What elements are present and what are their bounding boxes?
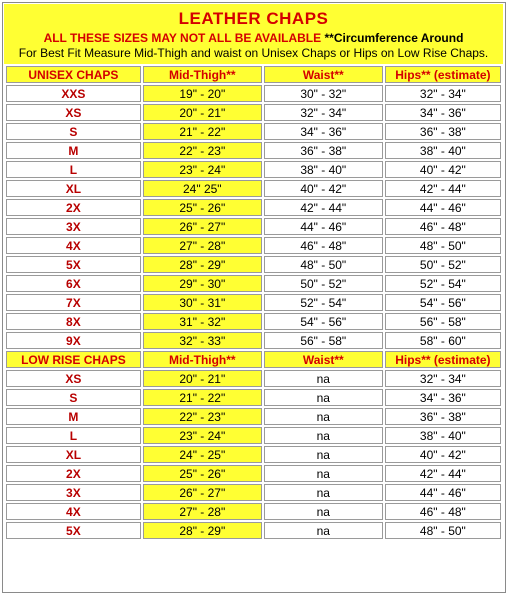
unisex-header-hips: Hips** (estimate) — [385, 66, 501, 83]
unisex-size-cell: 3X — [6, 218, 141, 235]
unisex-mid-thigh-cell: 32" - 33" — [143, 332, 262, 349]
lowrise-mid-thigh-cell: 20" - 21" — [143, 370, 262, 387]
unisex-size-cell: 2X — [6, 199, 141, 216]
unisex-size-cell: 8X — [6, 313, 141, 330]
lowrise-waist-cell: na — [264, 446, 383, 463]
lowrise-hips-cell: 34" - 36" — [385, 389, 501, 406]
lowrise-hips-cell: 40" - 42" — [385, 446, 501, 463]
unisex-mid-thigh-cell: 25" - 26" — [143, 199, 262, 216]
unisex-waist-cell: 46" - 48" — [264, 237, 383, 254]
table-row — [6, 294, 501, 311]
lowrise-header-mid-thigh: Mid-Thigh** — [143, 351, 262, 368]
unisex-size-cell: 5X — [6, 256, 141, 273]
lowrise-waist-cell: na — [264, 465, 383, 482]
circumference-note: **Circumference Around — [324, 31, 464, 45]
lowrise-hips-cell: 42" - 44" — [385, 465, 501, 482]
unisex-header-row — [6, 66, 501, 83]
unisex-waist-cell: 40" - 42" — [264, 180, 383, 197]
unisex-mid-thigh-cell: 21" - 22" — [143, 123, 262, 140]
unisex-hips-cell: 52" - 54" — [385, 275, 501, 292]
lowrise-size-cell: XL — [6, 446, 141, 463]
unisex-size-cell: S — [6, 123, 141, 140]
unisex-hips-cell: 56" - 58" — [385, 313, 501, 330]
lowrise-header-row — [6, 351, 501, 368]
table-row — [6, 85, 501, 102]
unisex-size-cell: 6X — [6, 275, 141, 292]
lowrise-mid-thigh-cell: 25" - 26" — [143, 465, 262, 482]
lowrise-size-cell: S — [6, 389, 141, 406]
unisex-hips-cell: 36" - 38" — [385, 123, 501, 140]
unisex-mid-thigh-cell: 20" - 21" — [143, 104, 262, 121]
unisex-waist-cell: 48" - 50" — [264, 256, 383, 273]
unisex-waist-cell: 32" - 34" — [264, 104, 383, 121]
unisex-mid-thigh-cell: 27" - 28" — [143, 237, 262, 254]
unisex-header-mid-thigh: Mid-Thigh** — [143, 66, 262, 83]
table-row — [6, 484, 501, 501]
unisex-mid-thigh-cell: 19" - 20" — [143, 85, 262, 102]
lowrise-hips-cell: 32" - 34" — [385, 370, 501, 387]
table-row — [6, 161, 501, 178]
lowrise-header-waist: Waist** — [264, 351, 383, 368]
unisex-size-cell: L — [6, 161, 141, 178]
unisex-waist-cell: 44" - 46" — [264, 218, 383, 235]
unisex-hips-cell: 54" - 56" — [385, 294, 501, 311]
unisex-waist-cell: 56" - 58" — [264, 332, 383, 349]
unisex-hips-cell: 42" - 44" — [385, 180, 501, 197]
lowrise-header-size: LOW RISE CHAPS — [6, 351, 141, 368]
lowrise-size-cell: M — [6, 408, 141, 425]
unisex-waist-cell: 30" - 32" — [264, 85, 383, 102]
table-row — [6, 332, 501, 349]
availability-warning: ALL THESE SIZES MAY NOT ALL BE AVAILABLE — [43, 31, 322, 45]
lowrise-mid-thigh-cell: 23" - 24" — [143, 427, 262, 444]
unisex-waist-cell: 38" - 40" — [264, 161, 383, 178]
lowrise-waist-cell: na — [264, 522, 383, 539]
lowrise-size-cell: 3X — [6, 484, 141, 501]
lowrise-waist-cell: na — [264, 408, 383, 425]
unisex-waist-cell: 34" - 36" — [264, 123, 383, 140]
lowrise-hips-cell: 36" - 38" — [385, 408, 501, 425]
lowrise-header-hips: Hips** (estimate) — [385, 351, 501, 368]
unisex-size-cell: 9X — [6, 332, 141, 349]
unisex-hips-cell: 32" - 34" — [385, 85, 501, 102]
lowrise-size-cell: XS — [6, 370, 141, 387]
unisex-size-cell: 7X — [6, 294, 141, 311]
unisex-mid-thigh-cell: 31" - 32" — [143, 313, 262, 330]
table-row — [6, 389, 501, 406]
unisex-header-waist: Waist** — [264, 66, 383, 83]
unisex-mid-thigh-cell: 22" - 23" — [143, 142, 262, 159]
unisex-waist-cell: 52" - 54" — [264, 294, 383, 311]
lowrise-waist-cell: na — [264, 389, 383, 406]
table-row — [6, 313, 501, 330]
unisex-mid-thigh-cell: 26" - 27" — [143, 218, 262, 235]
table-row — [6, 522, 501, 539]
table-row — [6, 503, 501, 520]
table-row — [6, 408, 501, 425]
unisex-header-size: UNISEX CHAPS — [6, 66, 141, 83]
table-row — [6, 199, 501, 216]
lowrise-mid-thigh-cell: 28" - 29" — [143, 522, 262, 539]
unisex-hips-cell: 50" - 52" — [385, 256, 501, 273]
lowrise-waist-cell: na — [264, 484, 383, 501]
lowrise-mid-thigh-cell: 24" - 25" — [143, 446, 262, 463]
lowrise-hips-cell: 44" - 46" — [385, 484, 501, 501]
unisex-waist-cell: 54" - 56" — [264, 313, 383, 330]
lowrise-hips-cell: 48" - 50" — [385, 522, 501, 539]
table-row — [6, 237, 501, 254]
table-row — [6, 446, 501, 463]
unisex-size-cell: M — [6, 142, 141, 159]
table-row — [6, 123, 501, 140]
lowrise-size-cell: L — [6, 427, 141, 444]
lowrise-mid-thigh-cell: 26" - 27" — [143, 484, 262, 501]
lowrise-size-cell: 4X — [6, 503, 141, 520]
unisex-mid-thigh-cell: 28" - 29" — [143, 256, 262, 273]
unisex-mid-thigh-cell: 29" - 30" — [143, 275, 262, 292]
unisex-mid-thigh-cell: 23" - 24" — [143, 161, 262, 178]
lowrise-hips-cell: 46" - 48" — [385, 503, 501, 520]
unisex-size-cell: XXS — [6, 85, 141, 102]
table-row — [6, 465, 501, 482]
unisex-mid-thigh-cell: 30" - 31" — [143, 294, 262, 311]
unisex-waist-cell: 50" - 52" — [264, 275, 383, 292]
table-row — [6, 218, 501, 235]
unisex-hips-cell: 58" - 60" — [385, 332, 501, 349]
unisex-hips-cell: 34" - 36" — [385, 104, 501, 121]
unisex-waist-cell: 42" - 44" — [264, 199, 383, 216]
table-row — [6, 275, 501, 292]
availability-note — [4, 31, 503, 45]
fit-instructions: For Best Fit Measure Mid-Thigh and waist on Unisex Chaps or Hips on Low Rise Chaps. — [18, 46, 489, 60]
unisex-size-cell: XL — [6, 180, 141, 197]
table-row — [6, 142, 501, 159]
lowrise-mid-thigh-cell: 22" - 23" — [143, 408, 262, 425]
lowrise-mid-thigh-cell: 27" - 28" — [143, 503, 262, 520]
lowrise-waist-cell: na — [264, 370, 383, 387]
unisex-mid-thigh-cell: 24" 25" — [143, 180, 262, 197]
lowrise-waist-cell: na — [264, 427, 383, 444]
unisex-hips-cell: 48" - 50" — [385, 237, 501, 254]
unisex-size-cell: 4X — [6, 237, 141, 254]
unisex-waist-cell: 36" - 38" — [264, 142, 383, 159]
unisex-hips-cell: 44" - 46" — [385, 199, 501, 216]
size-table — [4, 64, 503, 541]
table-row — [6, 256, 501, 273]
table-row — [6, 180, 501, 197]
unisex-hips-cell: 38" - 40" — [385, 142, 501, 159]
lowrise-size-cell: 2X — [6, 465, 141, 482]
unisex-hips-cell: 40" - 42" — [385, 161, 501, 178]
table-row — [6, 370, 501, 387]
page-title: LEATHER CHAPS — [178, 9, 329, 28]
unisex-size-cell: XS — [6, 104, 141, 121]
table-row — [6, 427, 501, 444]
table-row — [6, 104, 501, 121]
title-banner — [4, 4, 503, 64]
unisex-hips-cell: 46" - 48" — [385, 218, 501, 235]
lowrise-hips-cell: 38" - 40" — [385, 427, 501, 444]
lowrise-size-cell: 5X — [6, 522, 141, 539]
lowrise-waist-cell: na — [264, 503, 383, 520]
lowrise-mid-thigh-cell: 21" - 22" — [143, 389, 262, 406]
